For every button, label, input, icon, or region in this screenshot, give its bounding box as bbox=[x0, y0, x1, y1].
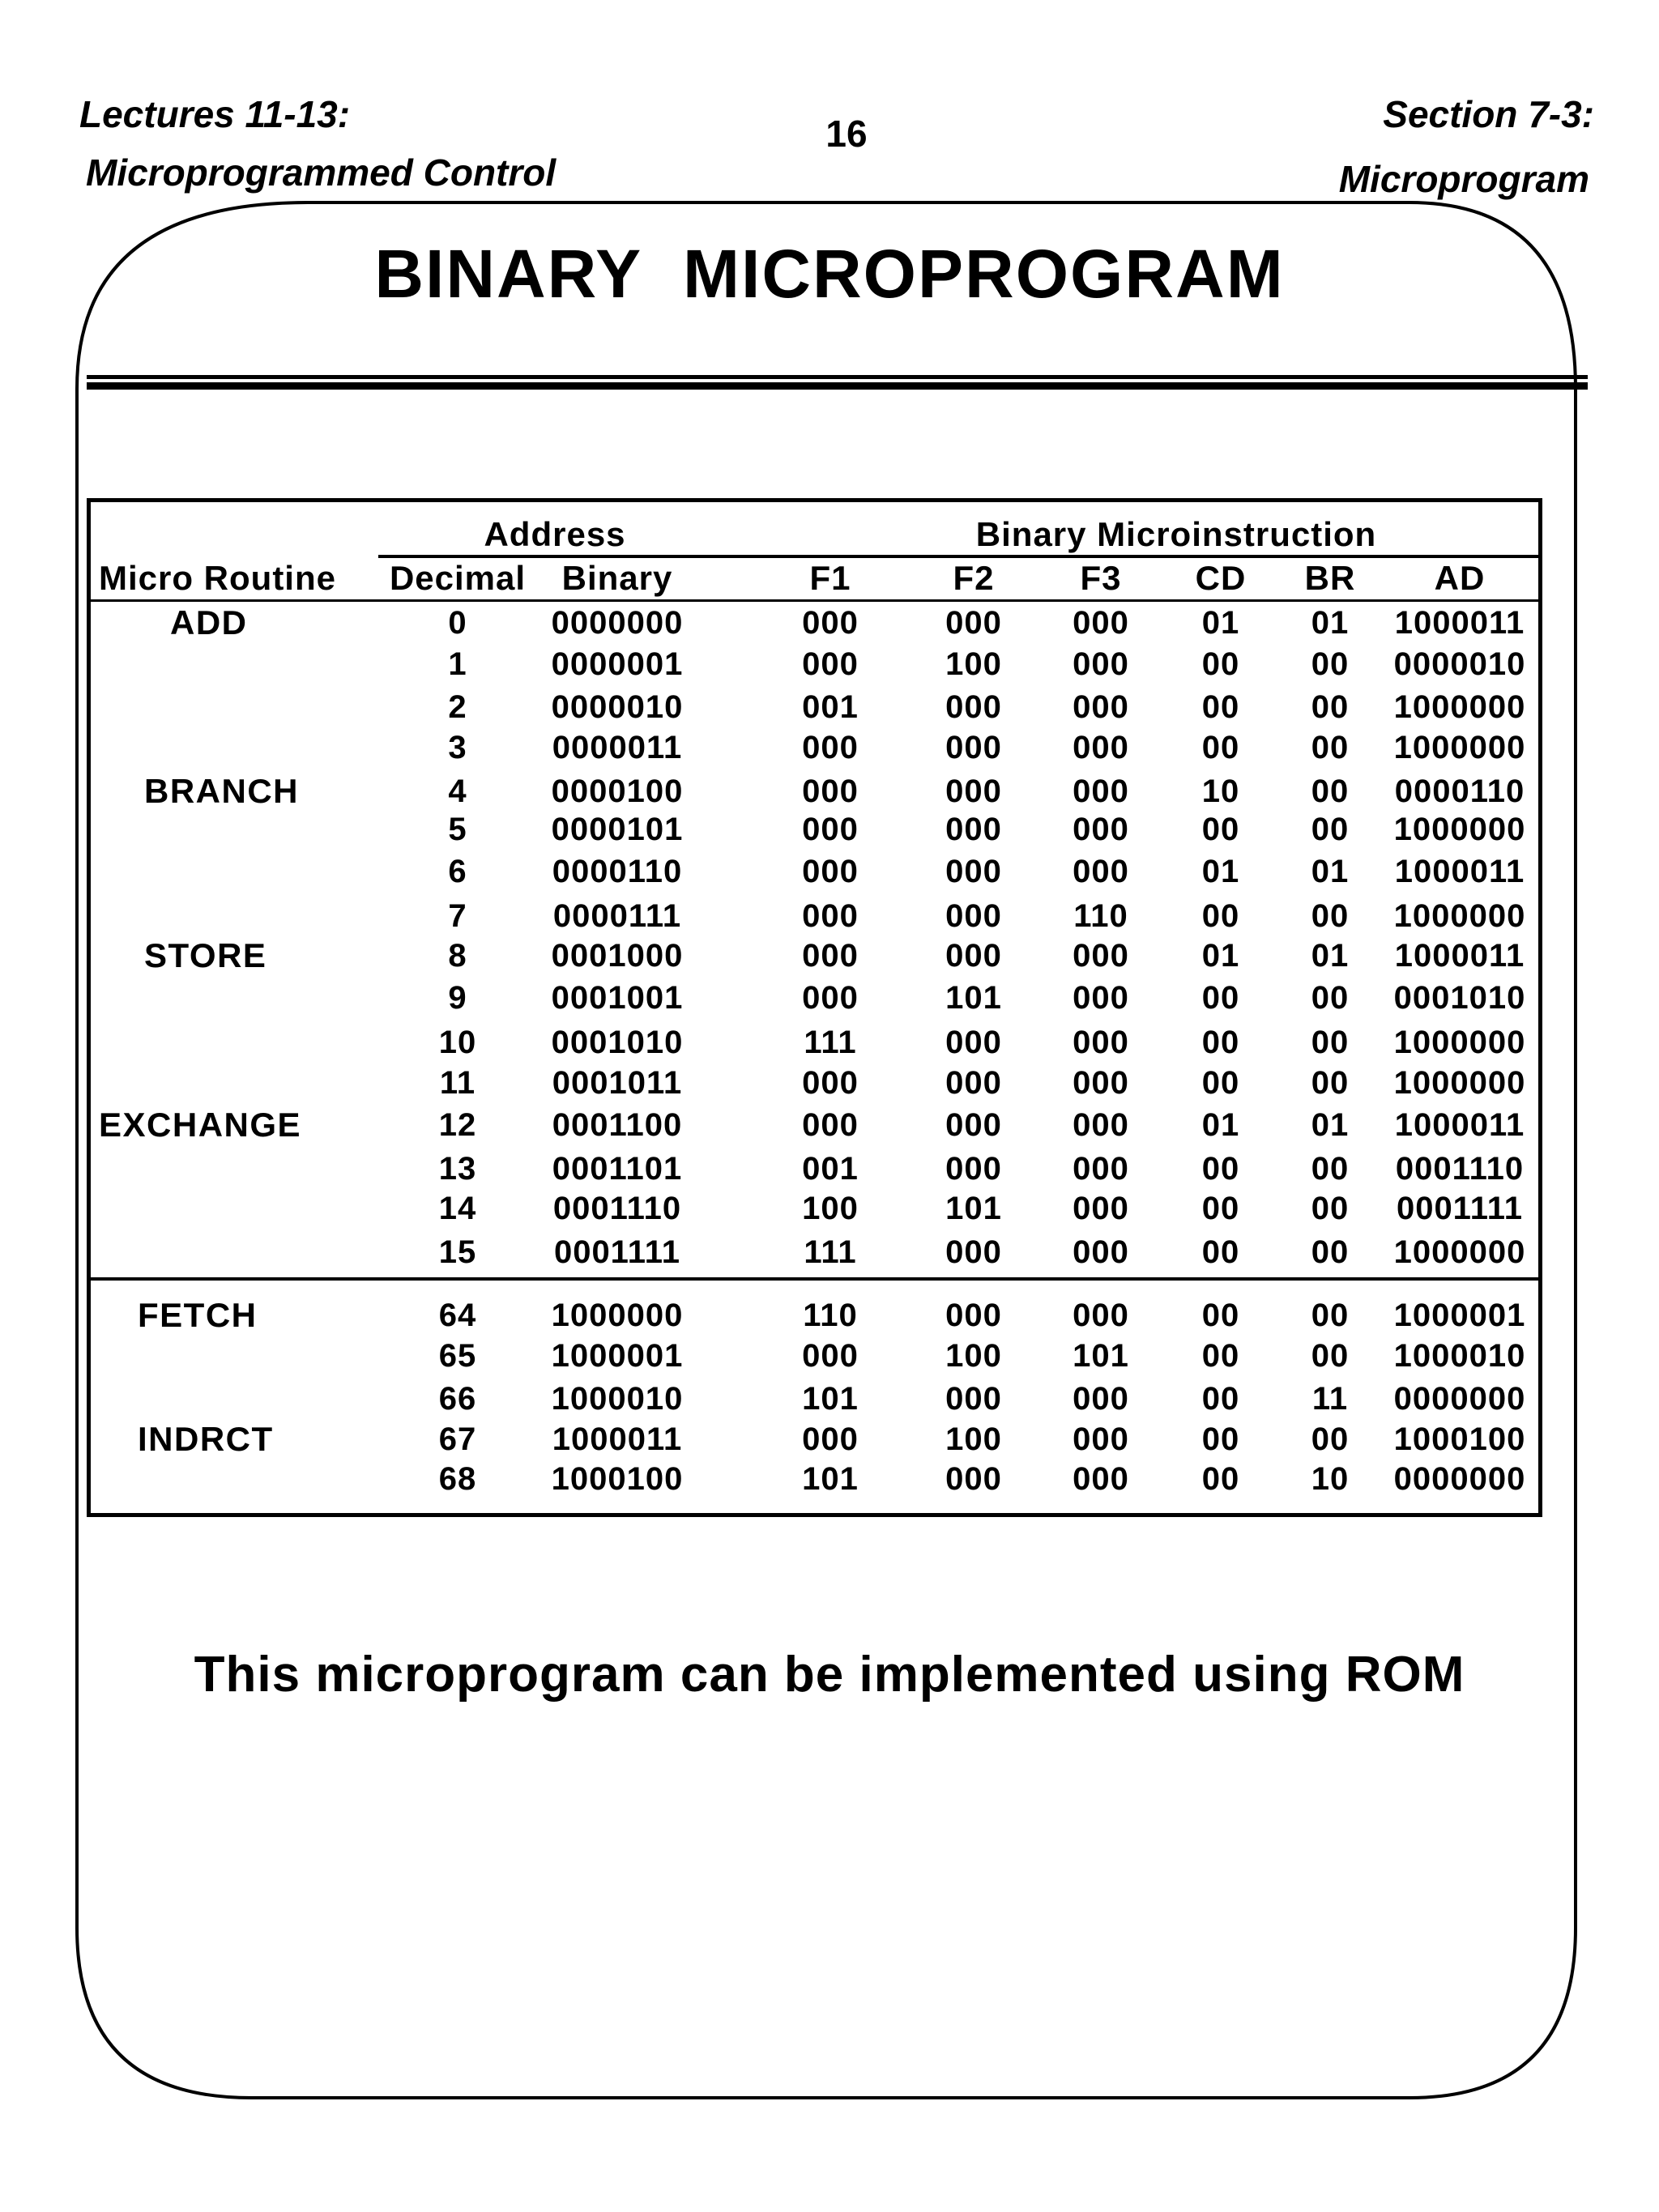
header-lecture-label: Lectures 11-13: bbox=[79, 93, 351, 135]
cell-br: 00 bbox=[1311, 1298, 1350, 1333]
cell-f1: 000 bbox=[802, 812, 859, 847]
cell-br: 00 bbox=[1311, 646, 1350, 682]
column-header-rule bbox=[91, 599, 1538, 602]
cell-f1: 101 bbox=[802, 1381, 859, 1417]
cell-br: 00 bbox=[1311, 730, 1350, 765]
cell-binary: 0001001 bbox=[551, 980, 684, 1016]
cell-br: 01 bbox=[1311, 854, 1350, 889]
cell-br: 00 bbox=[1311, 1338, 1350, 1374]
cell-f2: 000 bbox=[945, 854, 1002, 889]
cell-cd: 00 bbox=[1201, 1065, 1240, 1101]
cell-f1: 111 bbox=[804, 1025, 857, 1060]
routine-label-exchange: EXCHANGE bbox=[99, 1106, 302, 1144]
routine-label-branch: BRANCH bbox=[144, 772, 299, 810]
cell-f1: 101 bbox=[802, 1461, 859, 1497]
cell-f2: 000 bbox=[945, 774, 1002, 809]
cell-binary: 0000010 bbox=[551, 689, 684, 725]
routine-label-fetch: FETCH bbox=[138, 1296, 258, 1334]
cell-binary: 0001110 bbox=[552, 1191, 682, 1226]
cell-decimal: 9 bbox=[448, 980, 467, 1016]
cell-f3: 000 bbox=[1073, 980, 1129, 1016]
cell-f3: 000 bbox=[1073, 1107, 1129, 1143]
column-header-f2: F2 bbox=[953, 559, 995, 597]
cell-f2: 000 bbox=[945, 1025, 1002, 1060]
title-rule-thin bbox=[87, 375, 1588, 379]
cell-cd: 00 bbox=[1201, 1338, 1240, 1374]
cell-decimal: 8 bbox=[448, 938, 467, 974]
cell-ad: 0001010 bbox=[1393, 980, 1526, 1016]
header-subsection-label: Microprogram bbox=[1338, 158, 1589, 200]
group-header-rule bbox=[378, 555, 1538, 558]
column-header-binary: Binary bbox=[561, 559, 673, 597]
cell-cd: 00 bbox=[1201, 646, 1240, 682]
cell-ad: 1000011 bbox=[1394, 605, 1525, 641]
routine-label-store: STORE bbox=[144, 936, 267, 974]
cell-binary: 1000001 bbox=[551, 1338, 684, 1374]
cell-ad: 1000000 bbox=[1393, 1234, 1526, 1270]
cell-cd: 00 bbox=[1201, 730, 1240, 765]
cell-ad: 1000000 bbox=[1393, 1025, 1526, 1060]
cell-ad: 1000100 bbox=[1393, 1421, 1526, 1457]
cell-binary: 1000000 bbox=[551, 1298, 684, 1333]
cell-br: 00 bbox=[1311, 812, 1350, 847]
cell-br: 00 bbox=[1311, 1065, 1350, 1101]
cell-ad: 1000000 bbox=[1393, 812, 1526, 847]
column-header-micro-routine: Micro Routine bbox=[99, 559, 336, 597]
column-header-br: BR bbox=[1304, 559, 1356, 597]
cell-f3: 101 bbox=[1073, 1338, 1129, 1374]
cell-br: 00 bbox=[1311, 774, 1350, 809]
cell-ad: 1000010 bbox=[1393, 1338, 1526, 1374]
cell-cd: 00 bbox=[1201, 1151, 1240, 1187]
cell-f1: 000 bbox=[802, 774, 859, 809]
cell-br: 00 bbox=[1311, 1025, 1350, 1060]
cell-f2: 000 bbox=[945, 938, 1002, 974]
cell-cd: 00 bbox=[1201, 1234, 1240, 1270]
cell-f2: 000 bbox=[945, 812, 1002, 847]
cell-decimal: 67 bbox=[438, 1421, 477, 1457]
cell-br: 00 bbox=[1311, 689, 1350, 725]
title-rule-thick bbox=[87, 382, 1588, 390]
cell-cd: 00 bbox=[1201, 1298, 1240, 1333]
cell-ad: 1000011 bbox=[1394, 854, 1525, 889]
cell-ad: 0001110 bbox=[1395, 1151, 1525, 1187]
cell-cd: 01 bbox=[1201, 605, 1240, 641]
cell-f1: 000 bbox=[802, 730, 859, 765]
cell-decimal: 13 bbox=[438, 1151, 477, 1187]
cell-cd: 00 bbox=[1201, 812, 1240, 847]
section-divider bbox=[91, 1277, 1538, 1281]
cell-ad: 1000001 bbox=[1393, 1298, 1526, 1333]
cell-cd: 00 bbox=[1201, 980, 1240, 1016]
cell-binary: 1000011 bbox=[552, 1421, 683, 1457]
cell-decimal: 1 bbox=[448, 646, 467, 682]
cell-binary: 0000100 bbox=[551, 774, 684, 809]
cell-f3: 000 bbox=[1073, 1381, 1129, 1417]
cell-decimal: 11 bbox=[439, 1065, 476, 1101]
header-topic-label: Microprogrammed Control bbox=[86, 151, 557, 194]
cell-f1: 001 bbox=[802, 1151, 859, 1187]
cell-f1: 111 bbox=[804, 1234, 857, 1270]
cell-decimal: 10 bbox=[438, 1025, 477, 1060]
cell-br: 00 bbox=[1311, 1191, 1350, 1226]
cell-decimal: 12 bbox=[438, 1107, 477, 1143]
routine-label-add: ADD bbox=[170, 603, 248, 641]
footer-note: This microprogram can be implemented using ROM bbox=[194, 1647, 1465, 1703]
cell-f3: 000 bbox=[1073, 605, 1129, 641]
cell-ad: 1000000 bbox=[1393, 898, 1526, 934]
cell-f2: 000 bbox=[945, 1381, 1002, 1417]
cell-binary: 1000100 bbox=[551, 1461, 684, 1497]
cell-ad: 1000000 bbox=[1393, 1065, 1526, 1101]
cell-f3: 000 bbox=[1073, 689, 1129, 725]
cell-cd: 10 bbox=[1201, 774, 1240, 809]
column-header-decimal: Decimal bbox=[389, 559, 527, 597]
cell-f2: 000 bbox=[945, 1298, 1002, 1333]
cell-ad: 0001111 bbox=[1396, 1191, 1524, 1226]
cell-cd: 00 bbox=[1201, 898, 1240, 934]
cell-br: 00 bbox=[1311, 1234, 1350, 1270]
cell-cd: 00 bbox=[1201, 1421, 1240, 1457]
cell-binary: 0001100 bbox=[552, 1107, 683, 1143]
cell-f1: 000 bbox=[802, 1421, 859, 1457]
cell-binary: 0000000 bbox=[551, 605, 684, 641]
cell-f3: 000 bbox=[1073, 1065, 1129, 1101]
cell-f1: 000 bbox=[802, 1338, 859, 1374]
cell-f3: 000 bbox=[1073, 1151, 1129, 1187]
cell-f2: 000 bbox=[945, 1234, 1002, 1270]
cell-br: 01 bbox=[1311, 938, 1350, 974]
cell-decimal: 7 bbox=[448, 898, 467, 934]
cell-cd: 00 bbox=[1201, 1025, 1240, 1060]
cell-binary: 0001011 bbox=[552, 1065, 683, 1101]
cell-f3: 000 bbox=[1073, 1298, 1129, 1333]
cell-cd: 01 bbox=[1201, 1107, 1240, 1143]
slide-title: BINARY MICROPROGRAM bbox=[374, 236, 1285, 312]
cell-cd: 00 bbox=[1201, 689, 1240, 725]
cell-f1: 000 bbox=[802, 980, 859, 1016]
cell-ad: 1000000 bbox=[1393, 689, 1526, 725]
cell-f1: 001 bbox=[802, 689, 859, 725]
cell-ad: 1000011 bbox=[1394, 1107, 1525, 1143]
cell-binary: 0001000 bbox=[551, 938, 684, 974]
cell-binary: 0000011 bbox=[552, 730, 683, 765]
column-header-cd: CD bbox=[1195, 559, 1247, 597]
cell-decimal: 3 bbox=[448, 730, 467, 765]
cell-f2: 000 bbox=[945, 1151, 1002, 1187]
cell-f3: 000 bbox=[1073, 1234, 1129, 1270]
cell-f3: 000 bbox=[1073, 854, 1129, 889]
microinstruction-group-header: Binary Microinstruction bbox=[975, 515, 1377, 553]
cell-ad: 1000000 bbox=[1393, 730, 1526, 765]
cell-f3: 110 bbox=[1073, 898, 1128, 934]
cell-f2: 100 bbox=[945, 1421, 1002, 1457]
cell-br: 01 bbox=[1311, 605, 1350, 641]
cell-f2: 000 bbox=[945, 689, 1002, 725]
cell-decimal: 15 bbox=[438, 1234, 477, 1270]
cell-f2: 000 bbox=[945, 1461, 1002, 1497]
cell-f2: 100 bbox=[945, 1338, 1002, 1374]
cell-br: 01 bbox=[1311, 1107, 1350, 1143]
column-header-f3: F3 bbox=[1080, 559, 1122, 597]
header-section-label: Section 7-3: bbox=[1383, 93, 1594, 135]
cell-br: 00 bbox=[1311, 898, 1350, 934]
cell-f3: 000 bbox=[1073, 730, 1129, 765]
cell-ad: 1000011 bbox=[1394, 938, 1525, 974]
cell-f3: 000 bbox=[1073, 1461, 1129, 1497]
cell-cd: 00 bbox=[1201, 1381, 1240, 1417]
routine-label-indrct: INDRCT bbox=[138, 1420, 274, 1458]
cell-f1: 000 bbox=[802, 605, 859, 641]
cell-f2: 100 bbox=[945, 646, 1002, 682]
cell-binary: 0000110 bbox=[552, 854, 683, 889]
cell-cd: 00 bbox=[1201, 1461, 1240, 1497]
cell-cd: 00 bbox=[1201, 1191, 1240, 1226]
cell-f3: 000 bbox=[1073, 1191, 1129, 1226]
cell-decimal: 0 bbox=[448, 605, 467, 641]
cell-f3: 000 bbox=[1073, 1025, 1129, 1060]
column-header-ad: AD bbox=[1434, 559, 1486, 597]
cell-f3: 000 bbox=[1073, 1421, 1129, 1457]
cell-binary: 0000101 bbox=[551, 812, 684, 847]
address-group-header: Address bbox=[484, 515, 626, 553]
cell-br: 11 bbox=[1311, 1381, 1349, 1417]
cell-f1: 000 bbox=[802, 898, 859, 934]
cell-decimal: 66 bbox=[438, 1381, 477, 1417]
cell-ad: 0000010 bbox=[1393, 646, 1526, 682]
cell-f2: 101 bbox=[945, 980, 1002, 1016]
cell-br: 00 bbox=[1311, 1421, 1350, 1457]
cell-ad: 0000000 bbox=[1393, 1381, 1526, 1417]
cell-f2: 101 bbox=[945, 1191, 1002, 1226]
cell-binary: 0001101 bbox=[552, 1151, 683, 1187]
cell-decimal: 5 bbox=[448, 812, 467, 847]
cell-f3: 000 bbox=[1073, 812, 1129, 847]
microprogram-table bbox=[87, 498, 1542, 1517]
cell-binary: 0001111 bbox=[553, 1234, 681, 1270]
cell-f2: 000 bbox=[945, 1065, 1002, 1101]
cell-ad: 0000110 bbox=[1394, 774, 1525, 809]
cell-f2: 000 bbox=[945, 898, 1002, 934]
cell-decimal: 6 bbox=[448, 854, 467, 889]
cell-f3: 000 bbox=[1073, 774, 1129, 809]
cell-decimal: 65 bbox=[438, 1338, 477, 1374]
cell-f1: 110 bbox=[803, 1298, 858, 1333]
cell-ad: 0000000 bbox=[1393, 1461, 1526, 1497]
column-header-f1: F1 bbox=[809, 559, 851, 597]
cell-cd: 01 bbox=[1201, 854, 1240, 889]
cell-f3: 000 bbox=[1073, 646, 1129, 682]
cell-f1: 000 bbox=[802, 1107, 859, 1143]
cell-cd: 01 bbox=[1201, 938, 1240, 974]
cell-f2: 000 bbox=[945, 1107, 1002, 1143]
cell-f1: 100 bbox=[802, 1191, 859, 1226]
cell-br: 00 bbox=[1311, 1151, 1350, 1187]
cell-f2: 000 bbox=[945, 605, 1002, 641]
cell-binary: 1000010 bbox=[551, 1381, 684, 1417]
cell-decimal: 4 bbox=[448, 774, 467, 809]
cell-br: 00 bbox=[1311, 980, 1350, 1016]
cell-f3: 000 bbox=[1073, 938, 1129, 974]
cell-decimal: 14 bbox=[438, 1191, 477, 1226]
cell-f1: 000 bbox=[802, 938, 859, 974]
cell-br: 10 bbox=[1311, 1461, 1350, 1497]
cell-decimal: 64 bbox=[438, 1298, 477, 1333]
cell-f1: 000 bbox=[802, 854, 859, 889]
cell-f2: 000 bbox=[945, 730, 1002, 765]
cell-f1: 000 bbox=[802, 646, 859, 682]
cell-f1: 000 bbox=[802, 1065, 859, 1101]
cell-binary: 0000111 bbox=[552, 898, 682, 934]
cell-decimal: 68 bbox=[438, 1461, 477, 1497]
page-number: 16 bbox=[825, 113, 868, 155]
cell-binary: 0000001 bbox=[551, 646, 684, 682]
cell-binary: 0001010 bbox=[551, 1025, 684, 1060]
cell-decimal: 2 bbox=[448, 689, 467, 725]
